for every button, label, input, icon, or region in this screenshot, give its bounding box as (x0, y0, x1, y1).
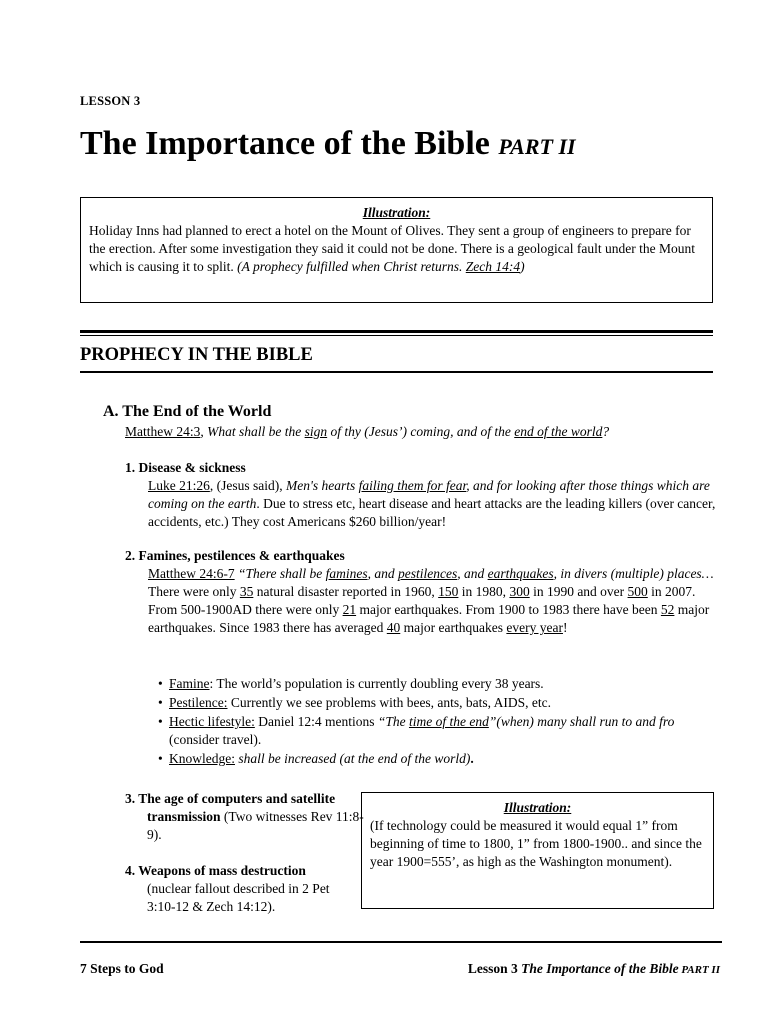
illustration-note-prefix: (A prophecy fulfilled when Christ returns. (237, 259, 466, 274)
item-2-t3: in 1980, (458, 584, 510, 599)
item-2-q4: , in divers (multiple) places… (553, 566, 714, 581)
item-disease-text (148, 477, 716, 531)
bullet-hectic-label: Hectic lifestyle: (169, 714, 255, 729)
illustration-heading: Illustration: (362, 205, 431, 220)
item-2-q1: “There shall be (234, 566, 326, 581)
item-1-t2: . Due to stress etc, heart disease and heart attacks are the leading killers (over cancer, accidents, etc.) They cost Americans $260 billion/year! (148, 496, 716, 529)
bullet-famine (158, 675, 718, 693)
bullet-dot: • (158, 714, 163, 729)
item-2-n500: 500 (627, 584, 648, 599)
bullet-hectic-q2: ”(when) many shall run to and fro (488, 714, 675, 729)
item-2-n52: 52 (660, 602, 675, 617)
item-1-fail: failing them for fear (358, 478, 467, 493)
bullet-hectic-q1: “The (377, 714, 409, 729)
verse-ref: Matthew 24:3 (125, 424, 201, 439)
item-2-t8: major earthquakes (400, 620, 507, 635)
verse-quote-1: What shall be the (207, 424, 305, 439)
item-1-ref: Luke 21:26 (148, 478, 210, 493)
illustration-body: Holiday Inns had planned to erect a hotel on the Mount of Olives. They sent a group of engineers to prepare for the erection. After some investigation they said it could not be done. There is a geological fault under the Mount which is causing it to split. (89, 223, 695, 274)
illustration-text (89, 222, 704, 276)
bullet-dot: • (158, 751, 163, 766)
item-2-famines: famines (325, 566, 368, 581)
section-rule (80, 371, 713, 373)
lesson-label: LESSON 3 (80, 94, 141, 108)
bullet-knowledge-tail: . (470, 751, 474, 766)
item-2-t9: ! (562, 620, 568, 635)
bullet-dot: • (158, 676, 163, 691)
illustration-note-suffix: ) (520, 259, 525, 274)
item-2-t5: in 2007. From 500-1900AD there were only (148, 584, 696, 617)
page-title (80, 122, 576, 169)
illustration-2-text: (If technology could be measured it would equal 1” from beginning of time to 1800, 1” from 1800-1900.. and since the year 1900=555’, as high as the Washington monument). (370, 818, 702, 869)
item-4-text: (nuclear fallout described in 2 Pet 3:10-12 & Zech 14:12). (147, 881, 330, 914)
illustration-box-technology (361, 792, 714, 909)
item-famines-title: 2. Famines, pestilences & earthquakes (125, 548, 345, 563)
item-2-n21: 21 (342, 602, 357, 617)
footer-rule (80, 941, 722, 943)
bullet-pestilence-label: Pestilence: (169, 695, 228, 710)
verse-quote-end: end of the world (514, 424, 603, 439)
bullet-famine-label: Famine (169, 676, 210, 691)
item-2-n40: 40 (386, 620, 401, 635)
item-2-t7: major earthquakes. Since 1983 there has averaged (148, 602, 710, 635)
footer-right-prefix: Lesson 3 (467, 961, 522, 976)
footer-right (468, 960, 720, 979)
item-4-title: 4. Weapons of mass destruction (125, 863, 306, 878)
item-2-pestilences: pestilences (398, 566, 458, 581)
bullet-hectic-time: time of the end (408, 714, 489, 729)
item-3-title: 3. The age of computers and satellite transmission (125, 791, 336, 824)
item-2-q2: , and (367, 566, 398, 581)
item-2-every-year: every year (506, 620, 563, 635)
bullet-knowledge-text: shall be increased (at the end of the world) (234, 751, 471, 766)
item-1-t1: , (Jesus said), (209, 478, 286, 493)
illustration-2-heading: Illustration: (503, 800, 572, 815)
item-1-i2: , and for looking after those things which are coming on the earth (148, 478, 710, 511)
footer-right-title: The Importance of the Bible (521, 961, 679, 976)
item-2-t4: in 1990 and over (529, 584, 628, 599)
item-famines-text (148, 565, 716, 637)
illustration-box-mount-of-olives (80, 197, 713, 303)
double-rule-thick (80, 330, 713, 333)
footer-left: 7 Steps to God (80, 961, 164, 976)
bullet-pestilence-text: Currently we see problems with bees, ants, bats, AIDS, etc. (227, 695, 552, 710)
bullet-hectic-lifestyle (158, 713, 718, 749)
illustration-note-ref: Zech 14:4 (465, 259, 521, 274)
subsection-end-of-world: A. The End of the World (103, 403, 272, 420)
double-rule-thin (80, 335, 713, 336)
page-title-suffix: PART II (498, 134, 576, 159)
item-2-n300: 300 (509, 584, 530, 599)
item-2-n150: 150 (438, 584, 459, 599)
item-weapons (125, 862, 345, 916)
page-title-main: The Importance of the Bible (80, 125, 490, 162)
verse-quote-sign: sign (304, 424, 328, 439)
item-2-n35: 35 (239, 584, 254, 599)
bullet-famine-text: : The world’s population is currently doubling every 38 years. (209, 676, 544, 691)
item-2-earthquakes: earthquakes (487, 566, 554, 581)
bullet-list (158, 675, 718, 769)
bullet-dot: • (158, 695, 163, 710)
bullet-hectic-text: Daniel 12:4 mentions (254, 714, 378, 729)
item-2-t1: There were only (148, 584, 240, 599)
bullet-pestilence (158, 694, 718, 712)
item-2-q3: , and (457, 566, 488, 581)
item-computers (125, 790, 367, 844)
item-1-i1: Men's hearts (286, 478, 359, 493)
bullet-knowledge (158, 750, 718, 768)
item-2-ref: Matthew 24:6-7 (148, 566, 235, 581)
subsection-verse (125, 423, 715, 441)
bullet-hectic-tail: (consider travel). (169, 732, 262, 747)
footer-right-suffix: PART II (678, 964, 720, 976)
item-2-t6: major earthquakes. From 1900 to 1983 there have been (356, 602, 661, 617)
item-3-text: (Two witnesses Rev 11:8-9). (147, 809, 364, 842)
verse-quote-3: ? (602, 424, 610, 439)
verse-quote-2: of thy (Jesus’) coming, and of the (327, 424, 515, 439)
section-heading-prophecy: PROPHECY IN THE BIBLE (80, 345, 313, 365)
verse-sep: , (200, 424, 208, 439)
bullet-knowledge-label: Knowledge: (169, 751, 235, 766)
item-2-t2: natural disaster reported in 1960, (253, 584, 439, 599)
item-disease-title: 1. Disease & sickness (125, 460, 246, 475)
